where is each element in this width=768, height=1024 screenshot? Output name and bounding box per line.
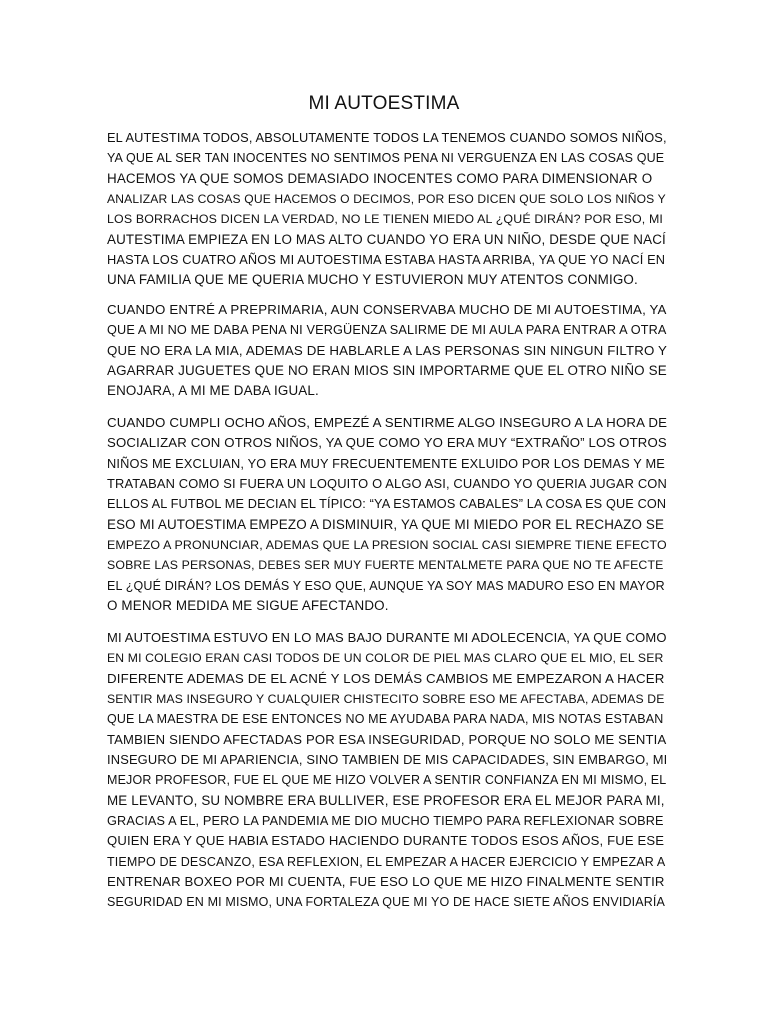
text-line: ELLOS AL FUTBOL ME DECIAN EL TÍPICO: “YA ESTAMOS CABALES” LA COSA ES QUE CON xyxy=(107,497,667,512)
text-line: SOCIALIZAR CON OTROS NIÑOS, YA QUE COMO YO ERA MUY “EXTRAÑO” LOS OTROS xyxy=(107,435,667,451)
text-line: LOS BORRACHOS DICEN LA VERDAD, NO LE TIENEN MIEDO AL ¿QUÉ DIRÁN? POR ESO, MI xyxy=(107,212,664,227)
document-title: MI AUTOESTIMA xyxy=(308,93,460,114)
text-line: ENTRENAR BOXEO POR MI CUENTA, FUE ESO LO QUE ME HIZO FINALMENTE SENTIR xyxy=(107,874,665,890)
text-line: O MENOR MEDIDA ME SIGUE AFECTANDO. xyxy=(107,598,389,614)
text-line: CUANDO ENTRÉ A PREPRIMARIA, AUN CONSERVABA MUCHO DE MI AUTOESTIMA, YA xyxy=(107,302,667,317)
text-line: QUE A MI NO ME DABA PENA NI VERGÜENZA SALIRME DE MI AULA PARA ENTRAR A OTRA xyxy=(107,323,667,338)
text-line: SEGURIDAD EN MI MISMO, UNA FORTALEZA QUE MI YO DE HACE SIETE AÑOS ENVIDIARÍA xyxy=(107,895,666,910)
text-line: INSEGURO DE MI APARIENCIA, SINO TAMBIEN DE MIS CAPACIDADES, SIN EMBARGO, MI xyxy=(107,752,668,768)
text-line: UNA FAMILIA QUE ME QUERIA MUCHO Y ESTUVIERON MUY ATENTOS CONMIGO. xyxy=(107,272,638,288)
text-line: NIÑOS ME EXCLUIAN, YO ERA MUY FRECUENTEMENTE EXLUIDO POR LOS DEMAS Y ME xyxy=(107,455,665,471)
text-line: QUE LA MAESTRA DE ESE ENTONCES NO ME AYUDABA PARA NADA, MIS NOTAS ESTABAN xyxy=(107,712,664,727)
text-line: TAMBIEN SIENDO AFECTADAS POR ESA INSEGURIDAD, PORQUE NO SOLO ME SENTIA xyxy=(107,731,667,747)
paragraph-1 xyxy=(107,128,667,291)
paragraph-4 xyxy=(107,628,667,913)
paragraph-3 xyxy=(107,413,667,616)
text-line: TIEMPO DE DESCANZO, ESA REFLEXION, EL EMPEZAR A HACER EJERCICIO Y EMPEZAR A xyxy=(107,854,666,869)
text-line: EL ¿QUÉ DIRÁN? LOS DEMÁS Y ESO QUE, AUNQUE YA SOY MAS MADURO ESO EN MAYOR xyxy=(107,578,665,593)
text-line: MEJOR PROFESOR, FUE EL QUE ME HIZO VOLVER A SENTIR CONFIANZA EN MI MISMO, EL xyxy=(107,773,667,788)
text-line: TRATABAN COMO SI FUERA UN LOQUITO O ALGO ASI, CUANDO YO QUERIA JUGAR CON xyxy=(107,476,667,492)
text-line: YA QUE AL SER TAN INOCENTES NO SENTIMOS PENA NI VERGUENZA EN LAS COSAS QUE xyxy=(107,151,665,166)
text-line: ESO MI AUTOESTIMA EMPEZO A DISMINUIR, YA QUE MI MIEDO POR EL RECHAZO SE xyxy=(107,516,665,532)
paragraph-2 xyxy=(107,300,667,402)
text-line: SENTIR MAS INSEGURO Y CUALQUIER CHISTECITO SOBRE ESO ME AFECTABA, ADEMAS DE xyxy=(107,692,665,707)
text-line: ANALIZAR LAS COSAS QUE HACEMOS O DECIMOS, POR ESO DICEN QUE SOLO LOS NIÑOS Y xyxy=(107,192,666,207)
text-line: HASTA LOS CUATRO AÑOS MI AUTOESTIMA ESTABA HASTA ARRIBA, YA QUE YO NACÍ EN xyxy=(107,252,666,268)
text-line: AGARRAR JUGUETES QUE NO ERAN MIOS SIN IMPORTARME QUE EL OTRO NIÑO SE xyxy=(107,363,667,379)
text-line: GRACIAS A EL, PERO LA PANDEMIA ME DIO MUCHO TIEMPO PARA REFLEXIONAR SOBRE xyxy=(107,814,664,829)
text-line: EL AUTESTIMA TODOS, ABSOLUTAMENTE TODOS LA TENEMOS CUANDO SOMOS NIÑOS, xyxy=(107,130,667,145)
text-line: ME LEVANTO, SU NOMBRE ERA BULLIVER, ESE PROFESOR ERA EL MEJOR PARA MI, xyxy=(107,792,665,808)
text-line: CUANDO CUMPLI OCHO AÑOS, EMPEZÉ A SENTIRME ALGO INSEGURO A LA HORA DE xyxy=(107,415,668,430)
text-line: QUE NO ERA LA MIA, ADEMAS DE HABLARLE A LAS PERSONAS SIN NINGUN FILTRO Y xyxy=(107,342,668,358)
text-line: EMPEZO A PRONUNCIAR, ADEMAS QUE LA PRESION SOCIAL CASI SIEMPRE TIENE EFECTO xyxy=(107,538,667,553)
text-line: MI AUTOESTIMA ESTUVO EN LO MAS BAJO DURANTE MI ADOLECENCIA, YA QUE COMO xyxy=(107,630,667,645)
text-line: HACEMOS YA QUE SOMOS DEMASIADO INOCENTES COMO PARA DIMENSIONAR O xyxy=(107,170,653,186)
text-line: SOBRE LAS PERSONAS, DEBES SER MUY FUERTE MENTALMETE PARA QUE NO TE AFECTE xyxy=(107,558,664,573)
text-line: ENOJARA, A MI ME DABA IGUAL. xyxy=(107,383,319,399)
text-line: AUTESTIMA EMPIEZA EN LO MAS ALTO CUANDO YO ERA UN NIÑO, DESDE QUE NACÍ xyxy=(107,231,666,247)
text-line: QUIEN ERA Y QUE HABIA ESTADO HACIENDO DURANTE TODOS ESOS AÑOS, FUE ESE xyxy=(107,833,665,849)
text-line: DIFERENTE ADEMAS DE EL ACNÉ Y LOS DEMÁS CAMBIOS ME EMPEZARON A HACER xyxy=(107,670,665,686)
text-line: EN MI COLEGIO ERAN CASI TODOS DE UN COLOR DE PIEL MAS CLARO QUE EL MIO, EL SER xyxy=(107,651,664,666)
